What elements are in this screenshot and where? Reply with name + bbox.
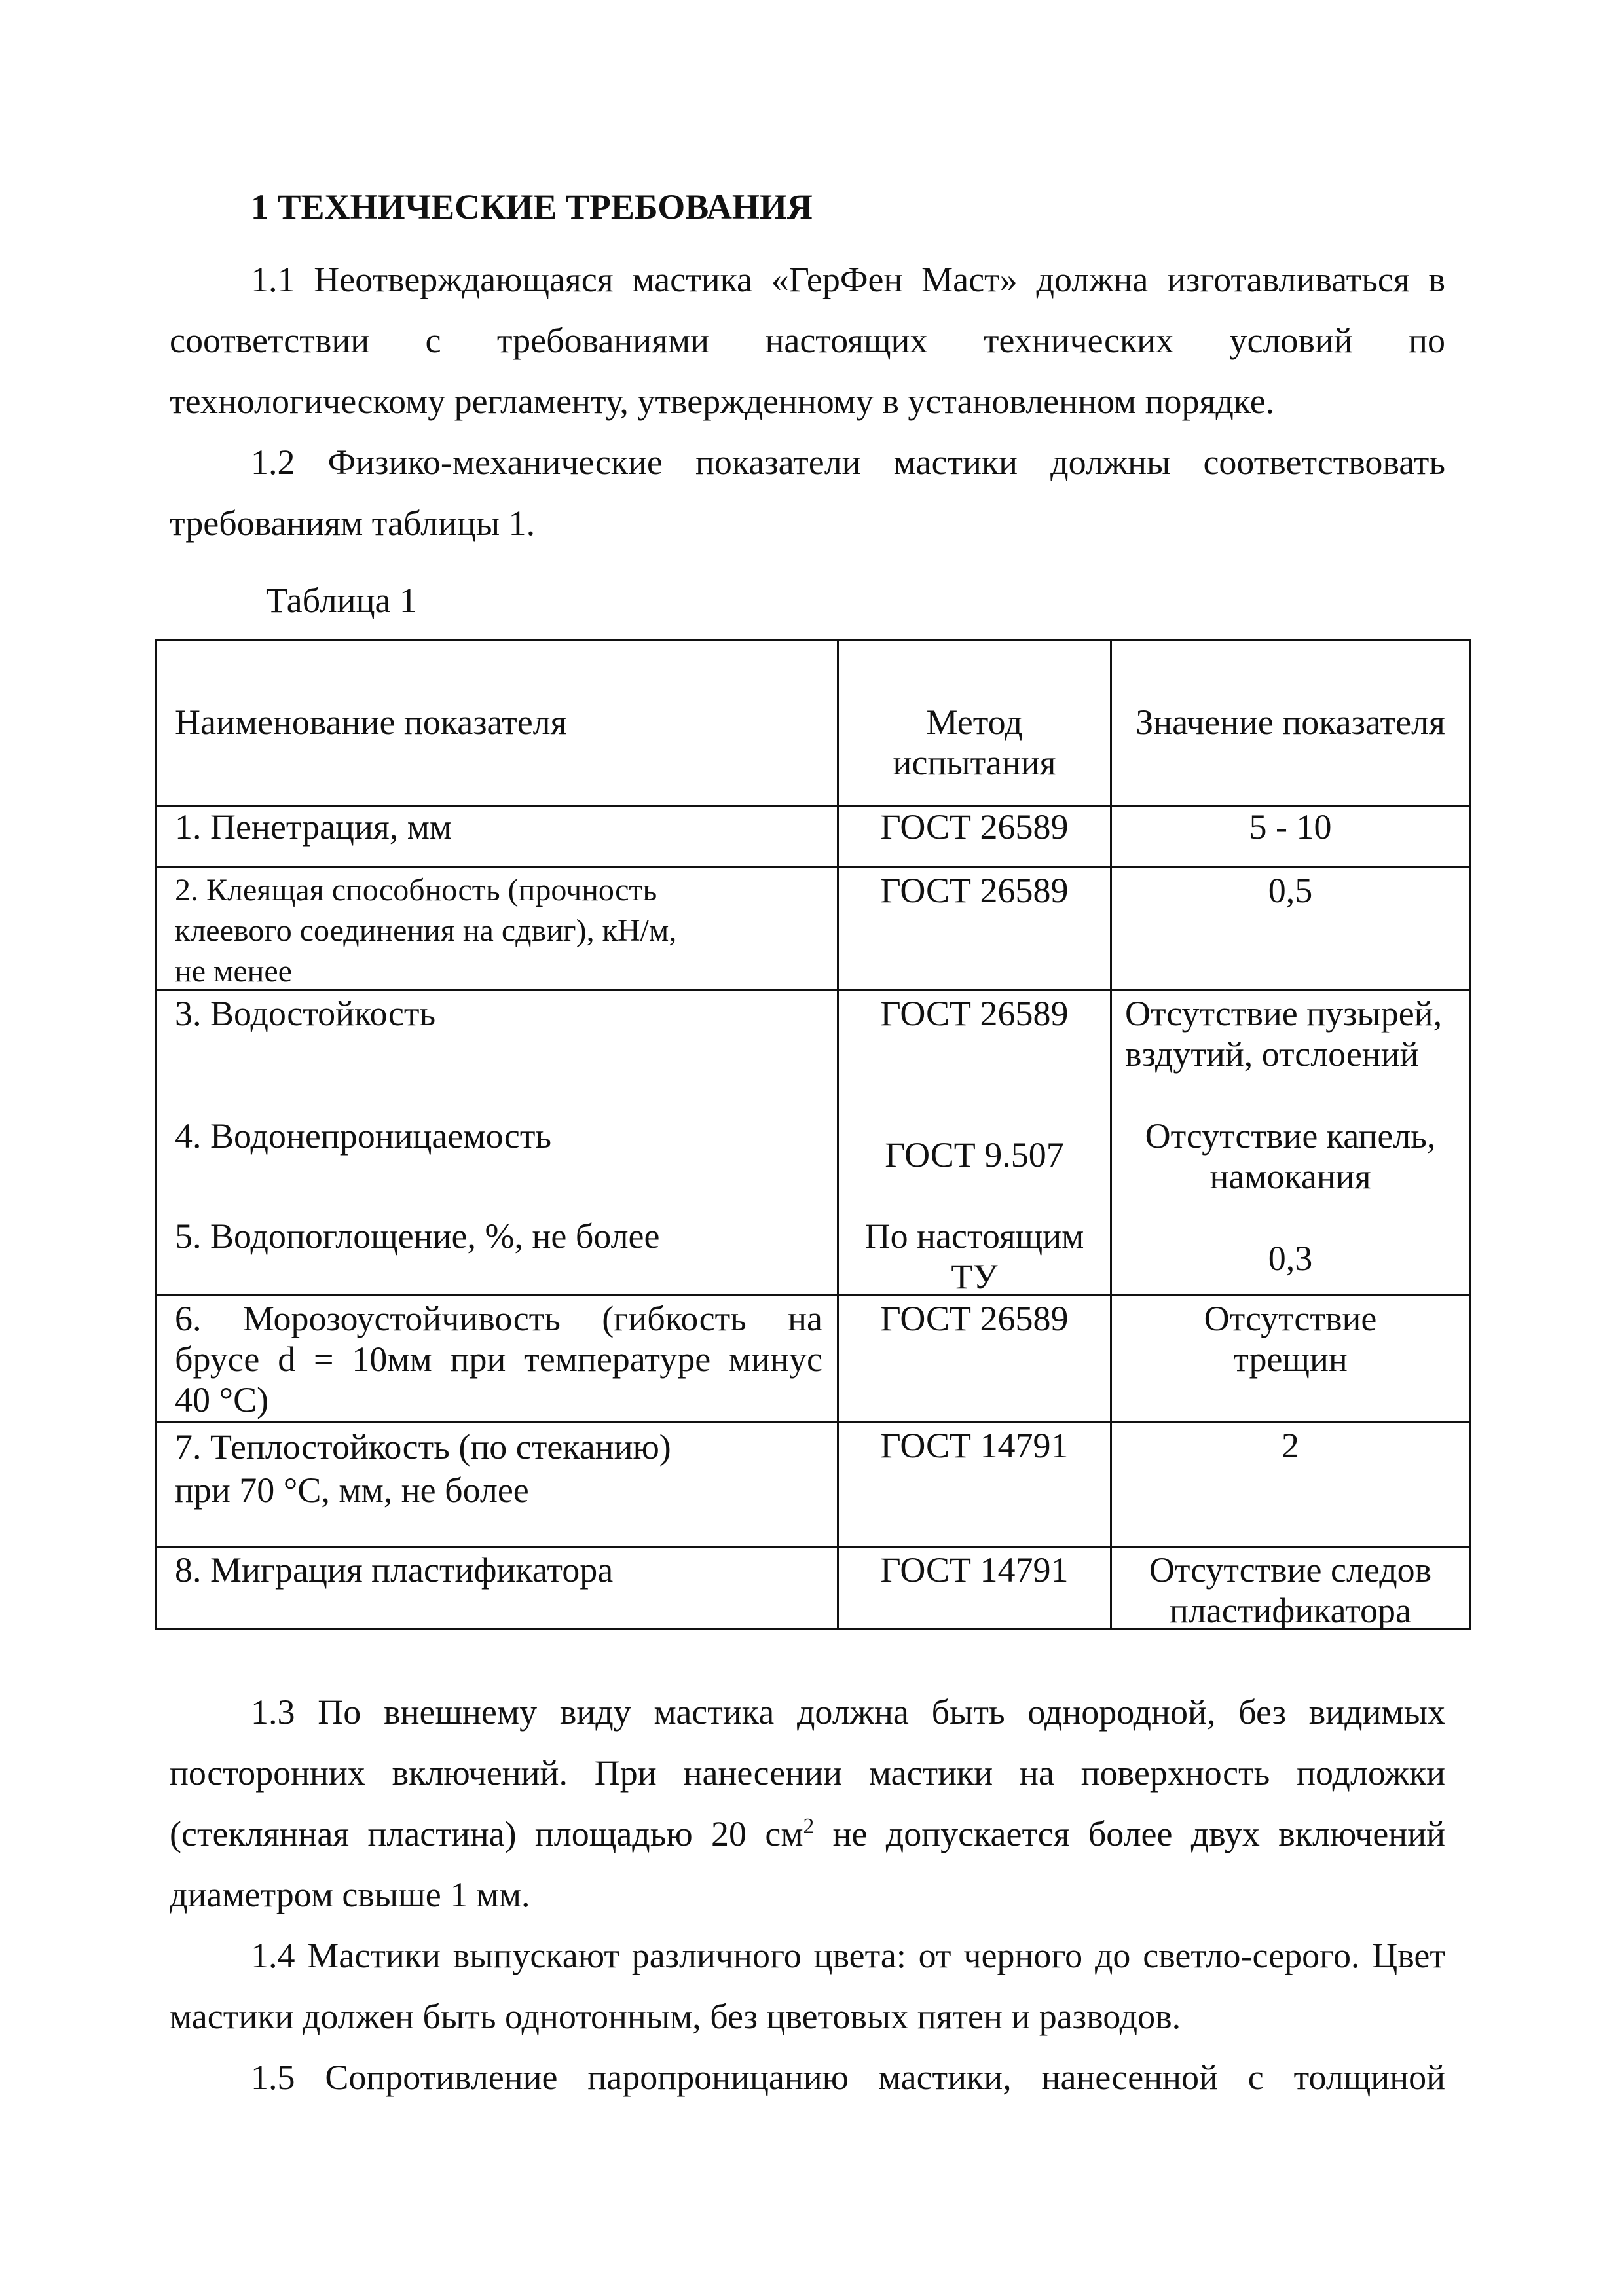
table-item-4-name bbox=[175, 1116, 822, 1156]
cell-line: 40 °С) bbox=[175, 1380, 269, 1419]
cell-line: пластификатора bbox=[1169, 1591, 1411, 1630]
cell-line: ГОСТ 26589 bbox=[880, 807, 1069, 847]
text-block-lower bbox=[170, 1682, 1445, 2108]
table-item-3-method bbox=[851, 993, 1098, 1034]
cell-line: намокания bbox=[1209, 1157, 1371, 1196]
paragraph-1-5: 1.5 Сопротивление паропроницанию мастики, нанесенной с толщиной bbox=[251, 2058, 1445, 2097]
cell-line: Отсутствие капель, bbox=[1145, 1116, 1436, 1156]
cell-line: 8. Миграция пластификатора bbox=[175, 1550, 614, 1590]
table-item-3-value bbox=[1125, 993, 1456, 1074]
cell-line: ГОСТ 14791 bbox=[880, 1426, 1069, 1465]
table-cell-value bbox=[1112, 1296, 1471, 1423]
table-item-5-name bbox=[175, 1216, 822, 1256]
table-cell-value bbox=[1112, 1548, 1471, 1630]
cell-line: клеевого соединения на сдвиг), кН/м, bbox=[175, 913, 677, 948]
cell-line: 1. Пенетрация, мм bbox=[175, 807, 452, 847]
cell-line: трещин bbox=[1233, 1339, 1348, 1379]
cell-line: при 70 °С, мм, не более bbox=[175, 1470, 529, 1510]
table-cell-value bbox=[1112, 807, 1471, 868]
cell-line: 4. Водонепроницаемость bbox=[175, 1116, 552, 1156]
paragraph-1-3-text: 1.3 По внешнему виду мастика должна быть однородной, без видимых посторонних включений. При нанесении мастики на поверхность подложки (стеклянная пластина) площадью 20 см bbox=[170, 1692, 1445, 1853]
section-heading: 1 ТЕХНИЧЕСКИЕ ТРЕБОВАНИЯ bbox=[251, 187, 813, 227]
cell-line: брусе d = 10мм при температуре минус bbox=[175, 1339, 822, 1379]
paragraph-1-3 bbox=[170, 1682, 1445, 1925]
indicators-table bbox=[155, 639, 1471, 1630]
cell-line: ГОСТ 14791 bbox=[880, 1550, 1069, 1590]
cell-line: По настоящим bbox=[864, 1216, 1084, 1256]
paragraph-1-4: 1.4 Мастики выпускают различного цвета: от черного до светло-серого. Цвет мастики должен быть однотонным, без цветовых пятен и разводов. bbox=[170, 1936, 1445, 2036]
table-cell-name bbox=[157, 1296, 839, 1423]
cell-line: Отсутствие пузырей, bbox=[1125, 994, 1443, 1033]
paragraph-1-3-text-end: не допускается более двух включений диаметром свыше 1 мм. bbox=[170, 1814, 1446, 1914]
cell-line: 5 - 10 bbox=[1249, 807, 1332, 847]
table-item-5-value bbox=[1125, 1238, 1456, 1279]
cell-line: не менее bbox=[175, 954, 292, 989]
cell-line: 7. Теплостойкость (по стеканию) bbox=[175, 1427, 671, 1467]
paragraph-1-2: 1.2 Физико-механические показатели мастики должны соответствовать требованиям таблицы 1. bbox=[170, 443, 1445, 543]
superscript-2: 2 bbox=[803, 1814, 815, 1838]
cell-line: ТУ bbox=[951, 1257, 998, 1296]
table-cell-value-group bbox=[1112, 991, 1471, 1296]
table-header-name bbox=[157, 641, 839, 807]
cell-line: Наименование показателя bbox=[175, 702, 567, 742]
cell-line: 2. Клеящая способность (прочность bbox=[175, 873, 657, 907]
cell-line: 2 bbox=[1282, 1426, 1299, 1465]
table-item-4-method bbox=[851, 1135, 1098, 1175]
table-cell-method bbox=[839, 1296, 1112, 1423]
table-cell-name bbox=[157, 1423, 839, 1548]
table-cell-method-group bbox=[839, 991, 1112, 1296]
text-block-upper bbox=[170, 249, 1445, 554]
cell-line: ГОСТ 26589 bbox=[880, 994, 1069, 1033]
cell-line: Метод bbox=[926, 702, 1023, 742]
cell-line: ГОСТ 26589 bbox=[880, 1299, 1069, 1338]
table-cell-method bbox=[839, 1548, 1112, 1630]
cell-line: 3. Водостойкость bbox=[175, 994, 436, 1033]
table-cell-name bbox=[157, 1548, 839, 1630]
cell-line: вздутий, отслоений bbox=[1125, 1034, 1419, 1074]
cell-line: Отсутствие следов bbox=[1149, 1550, 1432, 1590]
paragraph-1-1: 1.1 Неотверждающаяся мастика «ГерФен Маст» должна изготавливаться в соответствии с требованиями настоящих технических условий по технологическому регламенту, утвержденному в установленном порядке. bbox=[170, 260, 1445, 421]
cell-line: испытания bbox=[893, 743, 1056, 782]
cell-line: Значение показателя bbox=[1135, 702, 1445, 742]
cell-line: 0,5 bbox=[1268, 871, 1313, 910]
table-item-5-method bbox=[851, 1216, 1098, 1297]
cell-line: 6. Морозоустойчивость (гибкость на bbox=[175, 1299, 822, 1338]
table-caption: Таблица 1 bbox=[266, 581, 417, 620]
table-cell-value bbox=[1112, 868, 1471, 991]
table-cell-name-group bbox=[157, 991, 839, 1296]
cell-line: ГОСТ 26589 bbox=[880, 871, 1069, 910]
cell-line: Отсутствие bbox=[1204, 1299, 1377, 1338]
cell-line: 5. Водопоглощение, %, не более bbox=[175, 1216, 660, 1256]
table-item-4-value bbox=[1125, 1116, 1456, 1197]
table-cell-method bbox=[839, 807, 1112, 868]
cell-line: ГОСТ 9.507 bbox=[885, 1135, 1064, 1175]
table-cell-method bbox=[839, 868, 1112, 991]
table-header-method bbox=[839, 641, 1112, 807]
table-cell-value bbox=[1112, 1423, 1471, 1548]
table-cell-name bbox=[157, 868, 839, 991]
table-header-value bbox=[1112, 641, 1471, 807]
table-cell-name bbox=[157, 807, 839, 868]
cell-line: 0,3 bbox=[1268, 1239, 1313, 1278]
table-cell-method bbox=[839, 1423, 1112, 1548]
table-item-3-name bbox=[175, 993, 822, 1034]
